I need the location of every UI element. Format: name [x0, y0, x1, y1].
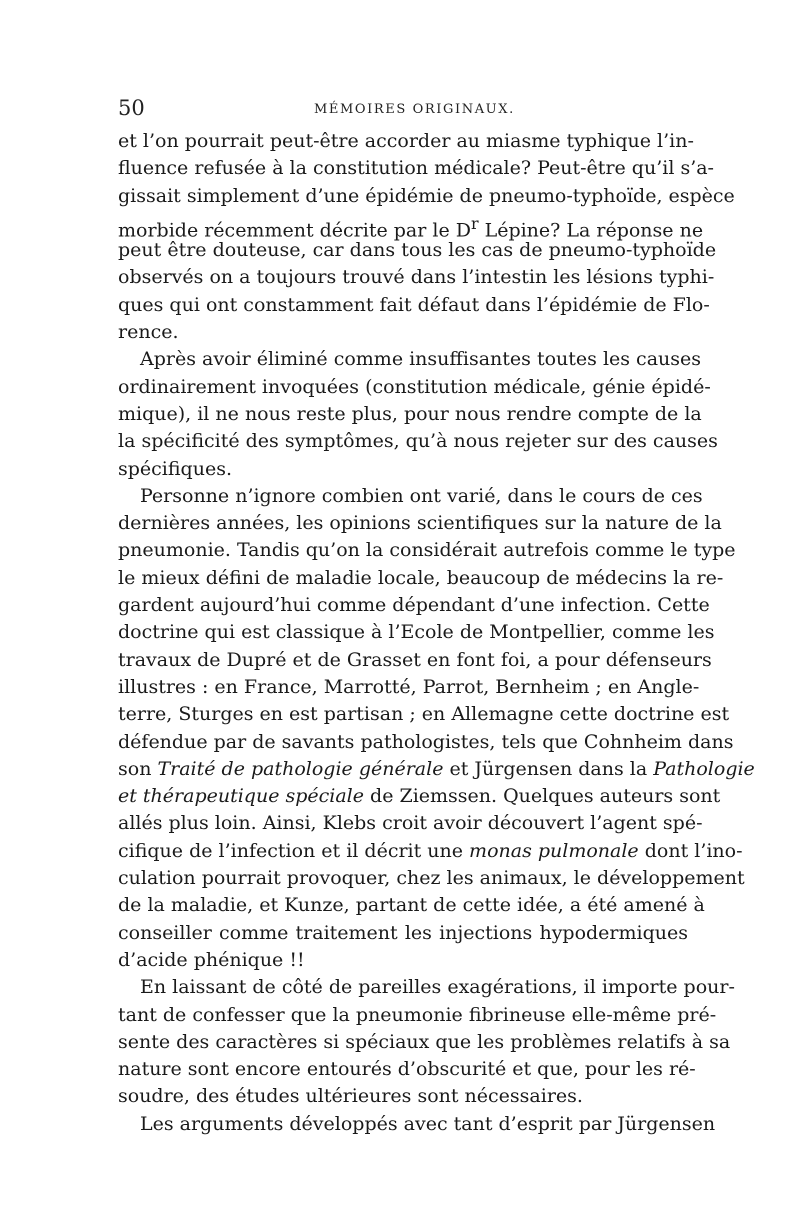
body-text [118, 128, 755, 1138]
page-number: 50 [118, 96, 145, 120]
text-line: mique), il ne nous reste plus, pour nous rendre compte de la [118, 402, 702, 425]
text-line: gardent aujourd’hui comme dépendant d’une infection. Cette [118, 594, 710, 617]
text-line: de la maladie, et Kunze, partant de cette idée, a été amené à [118, 894, 705, 917]
text-line: pneumonie. Tandis qu’on la considérait autrefois comme le type [118, 539, 736, 562]
text-line: et l’on pourrait peut-être accorder au miasme typhique l’in- [118, 130, 694, 152]
paragraph-start-line: Les arguments développés avec tant d’esprit par Jürgensen [140, 1112, 716, 1135]
running-title: MÉMOIRES ORIGINAUX. [314, 102, 515, 117]
text-line: doctrine qui est classique à l’Ecole de Montpellier, comme les [118, 621, 715, 644]
text-line: sente des caractères si spéciaux que les problèmes relatifs à sa [118, 1030, 731, 1053]
text-line: ques qui ont constamment fait défaut dans l’épidémie de Flo- [118, 293, 710, 316]
text-line: culation pourrait provoquer, chez les animaux, le développement [118, 867, 745, 890]
text-line: peut être douteuse, car dans tous les cas de pneumo-typhoïde [118, 239, 717, 262]
text-line: fluence refusée à la constitution médicale? Peut-être qu’il s’a- [118, 157, 714, 180]
text-line: la spécificité des symptômes, qu’à nous rejeter sur des causes [118, 430, 718, 453]
text-line: terre, Sturges en est partisan ; en Allemagne cette doctrine est [118, 703, 730, 726]
text-line: et thérapeutique spéciale de Ziemssen. Quelques auteurs sont [118, 785, 721, 808]
running-head [118, 96, 688, 126]
text-line: allés plus loin. Ainsi, Klebs croit avoir découvert l’agent spé- [118, 812, 703, 835]
italic-title: Traité de pathologie générale [157, 757, 444, 780]
text-line: son Traité de pathologie générale et Jürgensen dans la Pathologie [118, 757, 755, 780]
text-line: gissait simplement d’une épidémie de pneumo-typhoïde, espèce [118, 184, 735, 207]
text-line: travaux de Dupré et de Grasset en font foi, a pour défenseurs [118, 648, 712, 671]
text-line: ordinairement invoquées (constitution médicale, génie épidé- [118, 375, 711, 398]
text-line: nature sont encore entourés d’obscurité et que, pour les ré- [118, 1058, 696, 1081]
text-line: conseiller comme traitement les injections hypodermiques [118, 921, 688, 944]
italic-title: Pathologie [653, 757, 755, 780]
text-line: le mieux défini de maladie locale, beaucoup de médecins la re- [118, 566, 724, 589]
text-line: dernières années, les opinions scientifiques sur la nature de la [118, 512, 722, 535]
text-line: observés on a toujours trouvé dans l’intestin les lésions typhi- [118, 266, 715, 289]
paragraph-end-line: d’acide phénique !! [118, 948, 305, 971]
italic-title: et thérapeutique spéciale [118, 785, 365, 808]
paragraph-start-line: Personne n’ignore combien ont varié, dans le cours de ces [140, 484, 703, 507]
superscript: r [470, 213, 479, 233]
text-line: tant de confesser que la pneumonie fibrineuse elle-même pré- [118, 1003, 717, 1026]
text-line: illustres : en France, Marrotté, Parrot, Bernheim ; en Angle- [118, 675, 700, 698]
italic-term: monas pulmonale [469, 839, 639, 862]
text-line: défendue par de savants pathologistes, tels que Cohnheim dans [118, 730, 734, 753]
text-line: cifique de l’infection et il décrit une monas pulmonale dont l’ino- [118, 839, 743, 862]
paragraph-end-line: spécifiques. [118, 457, 232, 480]
text-line: morbide récemment décrite par le $D^r$ Lépine? La réponse ne [118, 213, 704, 242]
paragraph-start-line: Après avoir éliminé comme insuffisantes toutes les causes [140, 348, 702, 371]
paragraph-end-line: rence. [118, 321, 179, 344]
paragraph-end-line: soudre, des études ultérieures sont nécessaires. [118, 1085, 583, 1108]
paragraph-start-line: En laissant de côté de pareilles exagérations, il importe pour- [140, 976, 735, 999]
